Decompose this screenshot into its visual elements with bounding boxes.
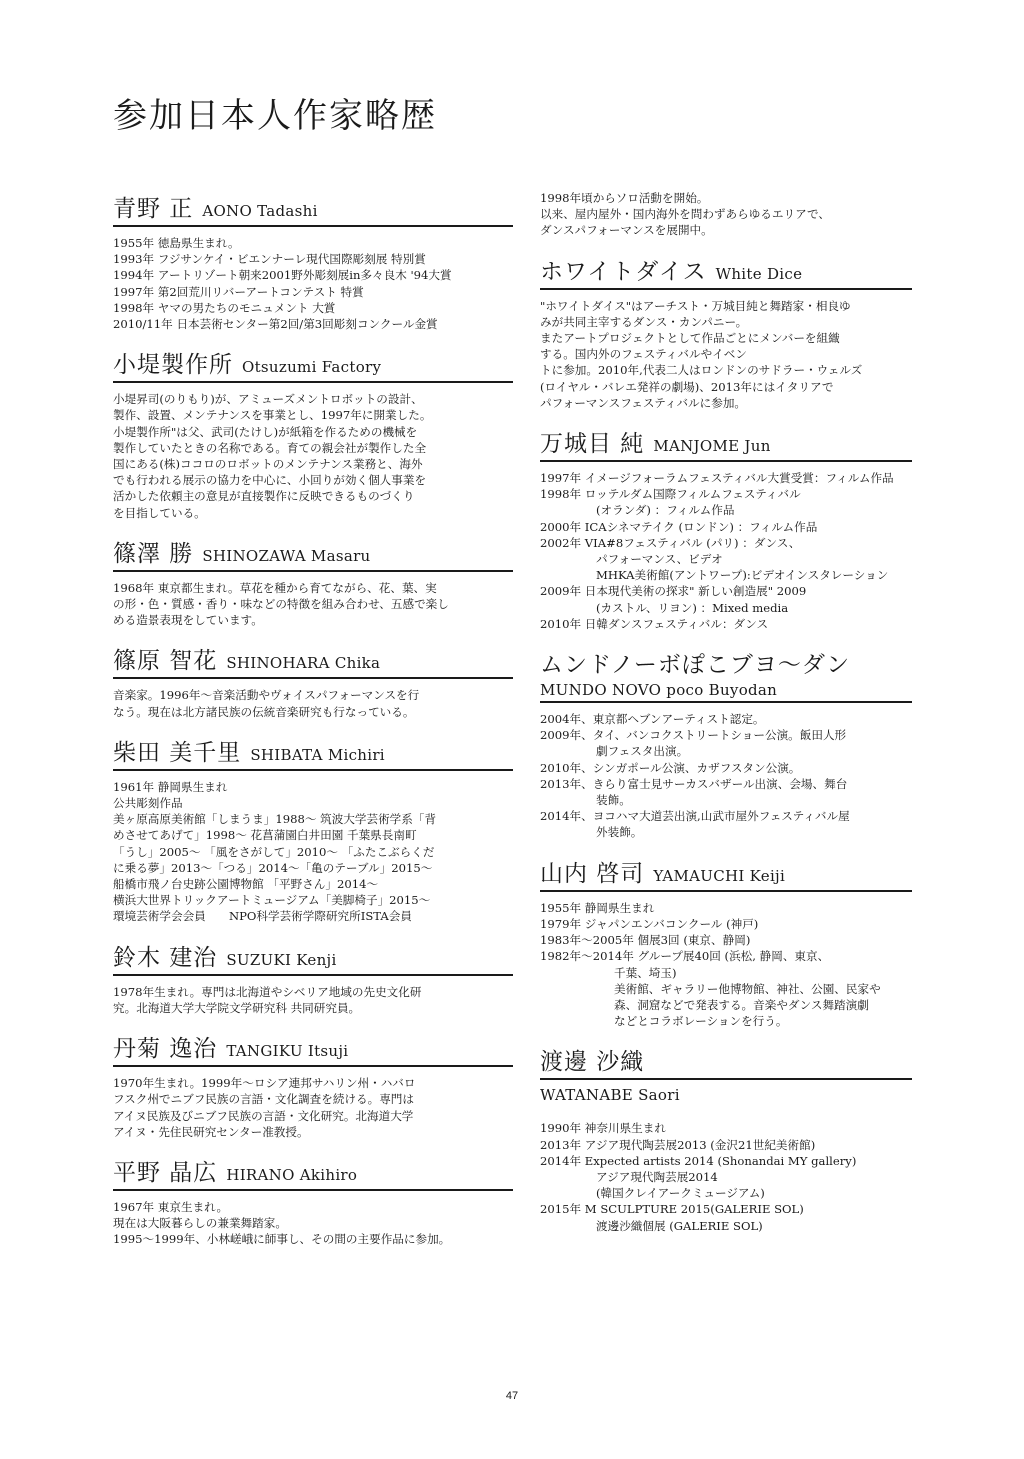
bio-line: 環境芸術学会会員 NPO科学芸術学際研究所ISTA会員 xyxy=(113,909,412,924)
artist-bio xyxy=(113,1199,513,1248)
bio-line: (カストル、リヨン) ：Mixed media xyxy=(596,600,789,615)
artist-name-jp: 平野 晶広 xyxy=(113,1159,218,1186)
bio-line: 音楽家。1996年〜音楽活動やヴォイスパフォーマンスを行 xyxy=(113,688,420,703)
artist-name-en: SHIBATA Michiri xyxy=(250,745,385,764)
bio-line: 横浜大世界トリックアートミュージアム「美脚椅子」2015〜 xyxy=(113,893,431,908)
artist-entry-tangiku xyxy=(113,1030,513,1140)
artist-name-jp: 渡邊 沙織 xyxy=(540,1049,645,1076)
artist-heading xyxy=(540,425,912,462)
artist-heading xyxy=(113,190,513,227)
bio-line: 外装飾。 xyxy=(596,825,643,840)
bio-line: 渡邊沙織個展 (GALERIE SOL) xyxy=(596,1218,763,1233)
bio-line: の形・色・質感・香り・味などの特徴を組み合わせ、五感で楽し xyxy=(113,597,449,612)
artist-name-en: SUZUKI Kenji xyxy=(226,950,337,969)
bio-line: 1998年頃からソロ活動を開始。 xyxy=(540,191,709,205)
bio-line: 1998年 ロッテルダム国際フィルムフェスティバル xyxy=(540,487,801,502)
bio-line: 2004年、東京都ヘブンアーティスト認定。 xyxy=(540,712,765,727)
bio-line: 1998年 ヤマの男たちのモニュメント 大賞 xyxy=(113,300,336,315)
bio-line: 1967年 東京生まれ。 xyxy=(113,1199,229,1214)
bio-line: またアートプロジェクトとして作品ごとにメンバーを組織 xyxy=(540,331,840,346)
bio-line: 美術館、ギャラリー他博物館、神社、公園、民家や xyxy=(614,981,881,996)
bio-line: 2010/11年 日本芸術センター第2回/第3回彫刻コンクール金賞 xyxy=(113,317,438,332)
bio-line: パフォーマンス、ビデオ xyxy=(596,552,723,567)
bio-line: 1979年 ジャパンエンバコンクール (神戸) xyxy=(540,916,759,931)
artist-name-en: AONO Tadashi xyxy=(202,202,318,220)
bio-line: 2009年、タイ、バンコクストリートショー公演。飯田人形 xyxy=(540,728,847,743)
bio-line: トに参加。2010年,代表二人はロンドンのサドラー・ウェルズ xyxy=(540,363,863,378)
artist-name-en: HIRANO Akihiro xyxy=(226,1165,358,1184)
artist-name-jp: ホワイトダイス xyxy=(540,258,707,285)
bio-line: 1978年生まれ。専門は北海道やシベリア地域の先史文化研 xyxy=(113,984,422,999)
bio-line: 1997年 イメージフォーラムフェスティバル大賞受賞：フィルム作品 xyxy=(540,471,894,486)
bio-line: ダンスパフォーマンスを展開中。 xyxy=(540,223,713,238)
bio-line: 1955年 徳島県生まれ。 xyxy=(113,236,240,250)
artist-name-en: White Dice xyxy=(715,264,803,283)
artist-name-jp: 鈴木 建治 xyxy=(113,944,218,971)
artist-heading xyxy=(540,855,912,892)
bio-line: アジア現代陶芸展2014 xyxy=(596,1169,718,1184)
artist-heading xyxy=(540,253,912,290)
artist-name-en: SHINOHARA Chika xyxy=(226,654,381,673)
bio-line: 1982年〜2014年 グループ展40回 (浜松, 静岡、東京、 xyxy=(540,949,830,964)
bio-line: 1983年〜2005年 個展3回 (東京、静岡) xyxy=(540,933,751,948)
bio-line: (ロイヤル・バレエ発祥の劇場)、2013年にはイタリアで xyxy=(540,379,834,394)
bio-line: 2010年 日韓ダンスフェスティバル：ダンス xyxy=(540,616,769,631)
artist-name-jp: 篠原 智花 xyxy=(113,648,218,675)
artist-name-en: WATANABE Saori xyxy=(540,1086,680,1105)
artist-bio xyxy=(113,580,513,629)
artist-heading xyxy=(540,646,912,703)
bio-line: 森、洞窟などで発表する。音楽やダンス舞踏演劇 xyxy=(614,997,869,1012)
bio-line: 2014年、ヨコハマ大道芸出演,山武市屋外フェスティバル屋 xyxy=(540,809,850,824)
bio-line: 船橋市飛ノ台史跡公園博物館 「平野さん」2014〜 xyxy=(113,877,379,892)
artist-bio xyxy=(113,1075,513,1140)
artist-entry-shibata xyxy=(113,734,513,925)
artist-name-jp: 山内 啓司 xyxy=(540,860,645,887)
artist-bio xyxy=(113,984,513,1016)
artist-entry-watanabe xyxy=(540,1043,912,1233)
bio-line: "ホワイトダイス"はアーチスト・万城目純と舞踏家・相良ゆ xyxy=(540,298,851,313)
bio-line: 「うし」2005〜 「風をさがして」2010〜 「ふたこぶらくだ xyxy=(113,844,435,859)
artist-heading xyxy=(113,1030,513,1067)
bio-line: 2013年、きらり富士見サーカスバザール出演、会場、舞台 xyxy=(540,776,848,791)
bio-line: でも行われる展示の協力を中心に、小回りが効く個人事業を xyxy=(113,473,427,488)
bio-line: 2015年 M SCULPTURE 2015(GALERIE SOL) xyxy=(540,1202,804,1217)
artist-name-en: MANJOME Jun xyxy=(653,437,771,456)
artist-heading xyxy=(113,346,513,383)
artist-name-jp: 柴田 美千里 xyxy=(113,739,242,766)
bio-line: 製作していたときの名称である。育ての親会社が製作した全 xyxy=(113,440,427,455)
artist-heading xyxy=(113,939,513,976)
artist-entry-manjome xyxy=(540,425,912,632)
artist-name-jp: 小堤製作所 xyxy=(113,352,233,379)
bio-line: 1993年 フジサンケイ・ビエンナーレ現代国際彫刻展 特別賞 xyxy=(113,252,426,267)
bio-line: 国にある(株)ココロのロボットのメンテナンス業務と、海外 xyxy=(113,457,423,472)
bio-line: 究。北海道大学大学院文学研究科 共同研究員。 xyxy=(113,1000,361,1015)
bio-line: MHKA美術館(アントワープ):ビデオインスタレーション xyxy=(596,568,889,583)
bio-line: 2009年 日本現代美術の探求" 新しい創造展" 2009 xyxy=(540,584,807,599)
artist-name-en: Otsuzumi Factory xyxy=(242,358,382,377)
artist-heading xyxy=(113,1154,513,1191)
artist-bio xyxy=(540,470,912,632)
artist-bio xyxy=(540,1120,912,1233)
artist-entry-hirano xyxy=(113,1154,513,1248)
bio-line: を目指している。 xyxy=(113,505,206,520)
bio-line: なう。現在は北方諸民族の伝統音楽研究も行なっている。 xyxy=(113,704,415,719)
bio-line: 美ヶ原高原美術館「しまうま」1988〜 筑波大学芸術学系「背 xyxy=(113,812,437,827)
bio-line: アイヌ・先住民研究センター准教授。 xyxy=(113,1124,309,1139)
artist-entry-suzuki xyxy=(113,939,513,1016)
artist-entry-shinohara xyxy=(113,642,513,719)
bio-line: (オランダ) ：フィルム作品 xyxy=(596,503,735,518)
artist-entry-otsuzumi xyxy=(113,346,513,521)
artist-name-jp: ムンドノーボぽこブヨ〜ダン xyxy=(540,652,851,679)
bio-line: 活かした依頼主の意見が直接製作に反映できるものづくり xyxy=(113,489,415,504)
artist-bio xyxy=(113,391,513,521)
bio-line: (韓国クレイアークミュージアム) xyxy=(596,1186,765,1201)
bio-line: する。国内外のフェスティバルやイベン xyxy=(540,347,747,362)
artist-name-jp: 篠澤 勝 xyxy=(113,540,194,567)
continued-bio xyxy=(540,190,912,239)
artist-entry-white-dice xyxy=(540,253,912,411)
artist-name-jp: 青野 正 xyxy=(113,196,194,222)
bio-line: などとコラボレーションを行う。 xyxy=(614,1014,788,1029)
bio-line: 2013年 アジア現代陶芸展2013 (金沢21世紀美術館) xyxy=(540,1137,816,1152)
bio-line: フスク州でニブフ民族の言語・文化調査を続ける。専門は xyxy=(113,1092,414,1107)
bio-line: 劇フェスタ出演。 xyxy=(596,744,689,759)
artist-bio xyxy=(113,779,513,925)
artist-bio xyxy=(540,900,912,1030)
bio-line: 2000年 ICAシネマテイク (ロンドン) ：フィルム作品 xyxy=(540,519,818,534)
artist-entry-yamauchi xyxy=(540,855,912,1030)
bio-line: 1994年 アートリゾート朝来2001野外彫刻展in多々良木 '94大賞 xyxy=(113,268,452,283)
bio-line: めさせてあげて」1998〜 花菖蒲園白井田園 千葉県長南町 xyxy=(113,828,417,843)
bio-line: 製作、設置、メンテナンスを事業とし、1997年に開業した。 xyxy=(113,408,432,423)
bio-line: 2014年 Expected artists 2014 (Shonandai MY gallery) xyxy=(540,1153,857,1168)
bio-line: に乗る夢」2013〜「つる」2014〜「亀のテーブル」2015〜 xyxy=(113,860,433,875)
bio-line: 以来、屋内屋外・国内海外を問わずあらゆるエリアで、 xyxy=(540,207,830,222)
bio-line: みが共同主宰するダンス・カンパニー。 xyxy=(540,314,748,329)
artist-entry-mundo-novo xyxy=(540,646,912,841)
artist-bio xyxy=(113,235,513,332)
artist-bio xyxy=(113,687,513,719)
bio-line: 1970年生まれ。1999年〜ロシア連邦サハリン州・ハバロ xyxy=(113,1076,416,1091)
artist-name-en: YAMAUCHI Keiji xyxy=(653,866,786,885)
bio-line: アイヌ民族及びニブフ民族の言語・文化研究。北海道大学 xyxy=(113,1108,414,1123)
bio-line: 1961年 静岡県生まれ xyxy=(113,779,228,794)
page-title: 参加日本人作家略歴 xyxy=(113,96,437,136)
bio-line: 1995〜1999年、小林嵯峨に師事し、その間の主要作品に参加。 xyxy=(113,1232,451,1247)
bio-line: 小堤昇司(のりもり)が、アミューズメントロボットの設計、 xyxy=(113,392,423,407)
bio-line: 1997年 第2回荒川リバーアートコンテスト 特賞 xyxy=(113,284,364,299)
artist-name-en: MUNDO NOVO poco Buyodan xyxy=(540,681,778,700)
left-column xyxy=(113,190,513,1248)
page-number: 47 xyxy=(505,1390,519,1402)
artist-heading xyxy=(113,642,513,679)
artist-heading xyxy=(540,1043,912,1080)
bio-line: 現在は大阪暮らしの兼業舞踏家。 xyxy=(113,1216,287,1231)
artist-heading xyxy=(113,734,513,771)
bio-line: 千葉、埼玉) xyxy=(614,965,677,980)
bio-line: 公共彫刻作品 xyxy=(113,796,183,811)
bio-line: 1968年 東京都生まれ。草花を種から育てながら、花、葉、実 xyxy=(113,580,437,595)
bio-line: 装飾。 xyxy=(596,793,631,808)
bio-line: める造景表現をしています。 xyxy=(113,613,263,628)
artist-entry-aono xyxy=(113,190,513,332)
artist-name-jp: 丹菊 逸治 xyxy=(113,1036,218,1063)
bio-line: 2002年 VIA#8フェスティバル (パリ) ：ダンス、 xyxy=(540,535,801,550)
artist-name-en: SHINOZAWA Masaru xyxy=(202,546,371,565)
artist-name-en: TANGIKU Itsuji xyxy=(226,1042,349,1061)
artist-name-jp: 万城目 純 xyxy=(540,431,645,458)
artist-entry-shinozawa xyxy=(113,535,513,629)
bio-line: 小堤製作所"は父、武司(たけし)が紙箱を作るための機械を xyxy=(113,424,418,439)
right-column xyxy=(540,190,912,1234)
artist-bio xyxy=(540,298,912,411)
artist-heading xyxy=(113,535,513,572)
artist-bio xyxy=(540,711,912,841)
bio-line: 1955年 静岡県生まれ xyxy=(540,900,655,915)
bio-line: 1990年 神奈川県生まれ xyxy=(540,1121,666,1136)
bio-line: パフォーマンスフェスティバルに参加。 xyxy=(540,395,747,410)
bio-line: 2010年、シンガポール公演、カザフスタン公演。 xyxy=(540,760,801,775)
